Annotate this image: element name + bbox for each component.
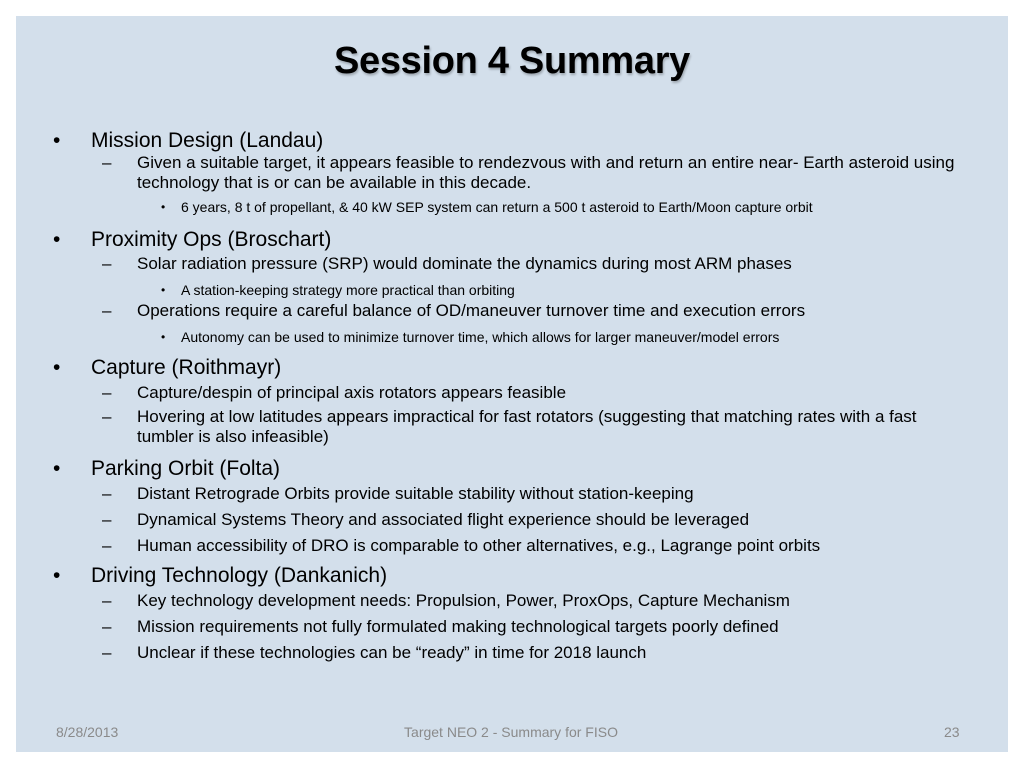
list-item-text: Capture/despin of principal axis rotators appears feasible <box>137 383 567 402</box>
footer-date: 8/28/2013 <box>56 724 119 740</box>
list-item-text: Operations require a careful balance of OD/maneuver turnover time and execution errors <box>137 301 806 320</box>
list-item <box>102 536 967 556</box>
list-item <box>102 643 967 663</box>
list-item <box>102 510 967 530</box>
list-item-text: Solar radiation pressure (SRP) would dominate the dynamics during most ARM phases <box>137 254 792 273</box>
list-item-text: Distant Retrograde Orbits provide suitable stability without station-keeping <box>137 484 694 503</box>
list-item-text: Given a suitable target, it appears feasible to rendezvous with and return an entire near- Earth asteroid using technology that is or can be available in this decade. <box>137 153 955 192</box>
bullet-marker: • <box>53 564 61 587</box>
section-heading-text: Capture (Roithmayr) <box>91 356 282 379</box>
sub-list-item-text: 6 years, 8 t of propellant, & 40 kW SEP system can return a 500 t asteroid to Earth/Moon capture orbit <box>181 199 813 215</box>
bullet-marker: • <box>161 200 166 214</box>
bullet-marker: • <box>53 457 61 480</box>
list-item-text: Human accessibility of DRO is comparable to other alternatives, e.g., Lagrange point orbits <box>137 536 821 555</box>
list-item-text: Mission requirements not fully formulated making technological targets poorly defined <box>137 617 779 636</box>
bullet-marker: • <box>161 330 166 344</box>
list-item <box>102 407 967 447</box>
bullet-marker: • <box>53 228 61 251</box>
list-item-text: Unclear if these technologies can be “ready” in time for 2018 launch <box>137 643 647 662</box>
list-item-text: Dynamical Systems Theory and associated flight experience should be leveraged <box>137 510 750 529</box>
bullet-marker: • <box>53 129 61 152</box>
section-heading <box>53 457 281 481</box>
slide <box>16 16 1008 752</box>
section-heading <box>53 228 332 252</box>
dash-marker: – <box>102 153 112 172</box>
sub-list-item-text: A station-keeping strategy more practical than orbiting <box>181 282 515 298</box>
sub-list-item <box>161 281 981 299</box>
sub-list-item <box>161 328 981 346</box>
section-heading-text: Proximity Ops (Broschart) <box>91 228 332 251</box>
dash-marker: – <box>102 617 112 636</box>
slide-title: Session 4 Summary <box>333 40 691 82</box>
section-heading-text: Parking Orbit (Folta) <box>91 457 281 480</box>
dash-marker: – <box>102 383 112 402</box>
section-heading <box>53 356 282 380</box>
bullet-marker: • <box>53 356 61 379</box>
footer-center-text: Target NEO 2 - Summary for FISO <box>404 724 618 740</box>
section-heading <box>53 129 324 153</box>
dash-marker: – <box>102 510 112 529</box>
list-item <box>102 617 967 637</box>
section-heading-text: Driving Technology (Dankanich) <box>91 564 388 587</box>
list-item-text: Key technology development needs: Propulsion, Power, ProxOps, Capture Mechanism <box>137 591 790 610</box>
dash-marker: – <box>102 301 112 320</box>
footer-page-number: 23 <box>944 724 960 740</box>
dash-marker: – <box>102 536 112 555</box>
dash-marker: – <box>102 643 112 662</box>
section-heading <box>53 564 388 588</box>
sub-list-item <box>161 198 981 216</box>
section-heading-text: Mission Design (Landau) <box>91 129 324 152</box>
bullet-marker: • <box>161 283 166 297</box>
list-item <box>102 254 967 274</box>
dash-marker: – <box>102 407 112 426</box>
dash-marker: – <box>102 484 112 503</box>
list-item <box>102 383 967 403</box>
dash-marker: – <box>102 591 112 610</box>
list-item-text: Hovering at low latitudes appears impractical for fast rotators (suggesting that matching rates with a fast tumbler is also infeasible) <box>137 407 917 446</box>
list-item <box>102 153 967 193</box>
list-item <box>102 484 967 504</box>
list-item <box>102 301 967 321</box>
dash-marker: – <box>102 254 112 273</box>
sub-list-item-text: Autonomy can be used to minimize turnover time, which allows for larger maneuver/model errors <box>181 329 780 345</box>
list-item <box>102 591 967 611</box>
